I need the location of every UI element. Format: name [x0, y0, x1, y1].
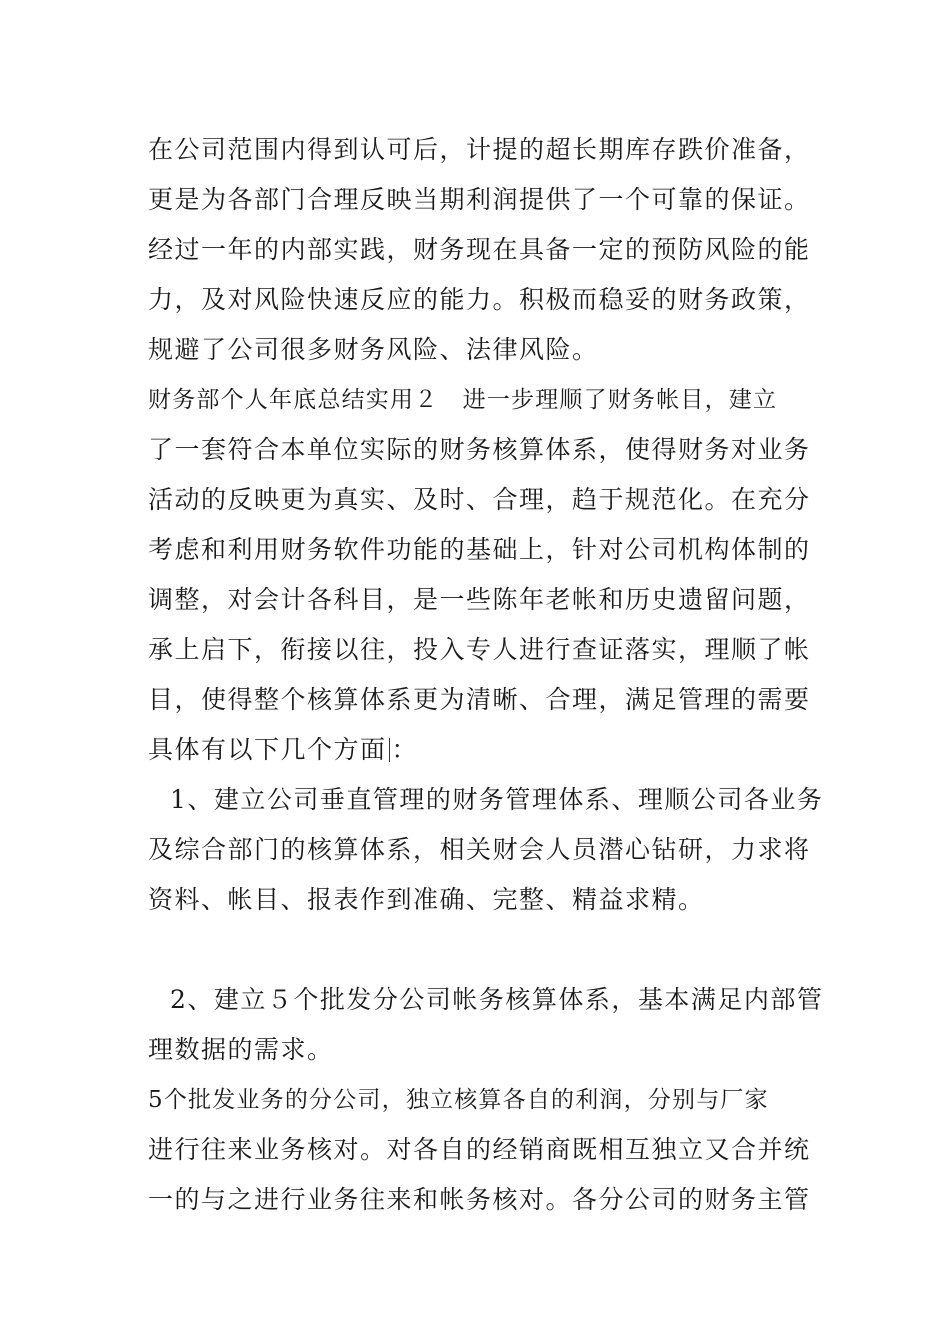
- text-line: 在公司范围内得到认可后，计提的超长期库存跌价准备，: [148, 135, 811, 164]
- text-line-content: 具体有以下几个方面: [148, 735, 387, 764]
- text-line: 力，及对风险快速反应的能力。积极而稳妥的财务政策，: [148, 285, 811, 314]
- text-line: 活动的反映更为真实、及时、合理，趋于规范化。在充分: [148, 485, 811, 514]
- text-line: 5个批发业务的分公司，独立核算各自的利润，分别与厂家: [148, 1087, 769, 1113]
- list-item: 1、建立公司垂直管理的财务管理体系、理顺公司各业务: [170, 785, 824, 814]
- text-line: 经过一年的内部实践，财务现在具备一定的预防风险的能: [148, 235, 811, 264]
- text-line: 资料、帐目、报表作到准确、完整、精益求精。: [148, 885, 705, 914]
- text-line: 承上启下，衔接以往，投入专人进行查证落实，理顺了帐: [148, 635, 811, 664]
- text-line: 更是为各部门合理反映当期利润提供了一个可靠的保证。: [148, 185, 811, 214]
- text-line-punctuation: ：: [391, 735, 419, 764]
- text-line: 目，使得整个核算体系更为清晰、合理，满足管理的需要: [148, 685, 811, 714]
- text-line: 进行往来业务核对。对各自的经销商既相互独立又合并统: [148, 1135, 811, 1164]
- text-line: 及综合部门的核算体系，相关财会人员潜心钻研，力求将: [148, 835, 811, 864]
- text-line: 了一套符合本单位实际的财务核算体系，使得财务对业务: [148, 435, 811, 464]
- text-line: 一的与之进行业务往来和帐务核对。各分公司的财务主管: [148, 1185, 811, 1214]
- text-line: 理数据的需求。: [148, 1035, 334, 1064]
- section-heading-line: 财务部个人年底总结实用２ 进一步理顺了财务帐目，建立: [148, 387, 778, 413]
- text-line: 规避了公司很多财务风险、法律风险。: [148, 335, 599, 364]
- text-line: 调整，对会计各科目，是一些陈年老帐和历史遗留问题，: [148, 585, 811, 614]
- text-cursor: [389, 738, 390, 762]
- list-item: 2、建立５个批发分公司帐务核算体系，基本满足内部管: [170, 985, 824, 1014]
- text-line: 考虑和利用财务软件功能的基础上，针对公司机构体制的: [148, 535, 811, 564]
- text-line: [148, 733, 418, 767]
